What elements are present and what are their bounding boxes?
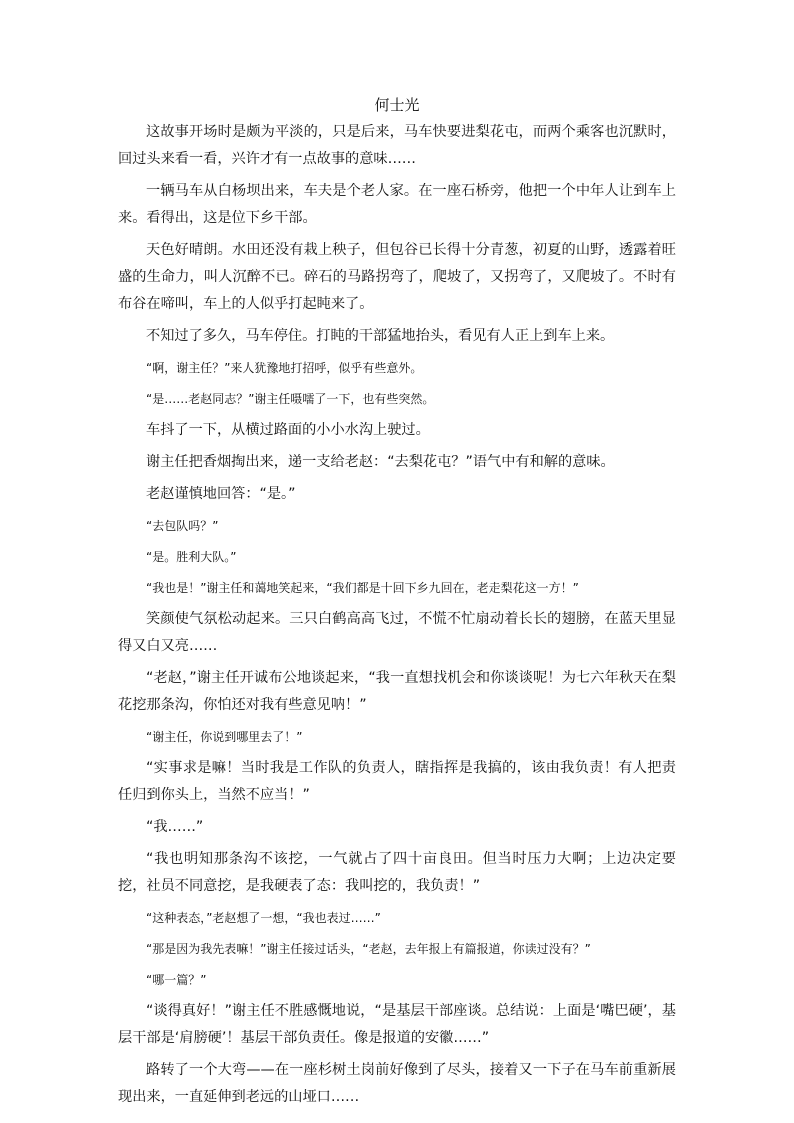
paragraph: 不知过了多久，马车停住。打盹的干部猛地抬头，看见有人正上到车上来。 xyxy=(146,328,615,344)
article-body xyxy=(118,94,676,1116)
article-title: 何士光 xyxy=(374,96,420,114)
paragraph: 一辆马车从白杨坝出来，车夫是个老人家。在一座石桥旁，他把一个中年人让到车上来。看得出，这是位下乡干部。 xyxy=(118,183,676,226)
paragraph: 这故事开场时是颇为平淡的，只是后来，马车快要进梨花屯，而两个乘客也沉默时，回过头来看一看，兴许才有一点故事的意味…… xyxy=(118,124,676,167)
paragraph: 笑颜使气氛松动起来。三只白鹤高高飞过，不慌不忙扇动着长长的翅膀，在蓝天里显得又白又亮…… xyxy=(118,611,676,654)
paragraph: “是……老赵同志？”谢主任嗫嚅了一下，也有些突然。 xyxy=(146,392,435,406)
paragraph: 老赵谨慎地回答：“是。” xyxy=(146,486,296,502)
paragraph: “这种表态，”老赵想了一想，“我也表过……” xyxy=(146,911,381,925)
paragraph: “谈得真好！”谢主任不胜感慨地说，“是基层干部座谈。总结说：上面是‘嘴巴硬’，基层干部是‘肩膀硬’！基层干部负责任。像是报道的安徽……” xyxy=(118,1003,676,1046)
paragraph: “我也是！”谢主任和蔼地笑起来，“我们都是十回下乡九回在，老走梨花这一方！” xyxy=(146,581,579,595)
paragraph: “老赵，”谢主任开诚布公地谈起来，“我一直想找机会和你谈谈呢！为七六年秋天在梨花挖那条沟，你怕还对我有些意见呐！” xyxy=(118,670,676,713)
paragraph: 谢主任把香烟掏出来，递一支给老赵：“去梨花屯？”语气中有和解的意味。 xyxy=(146,454,615,470)
paragraph-list xyxy=(118,119,676,1111)
paragraph: 车抖了一下，从横过路面的小小水沟上驶过。 xyxy=(146,422,430,438)
paragraph: “啊，谢主任？”来人犹豫地打招呼，似乎有些意外。 xyxy=(146,361,423,375)
paragraph: 路转了一个大弯——在一座杉树土岗前好像到了尽头，接着又一下子在马车前重新展现出来，一直延伸到老远的山垭口…… xyxy=(118,1062,676,1105)
paragraph: “那是因为我先表嘛！”谢主任接过话头，“老赵，去年报上有篇报道，你读过没有？” xyxy=(146,942,591,956)
paragraph: “是。胜利大队。” xyxy=(146,550,237,564)
paragraph: “我也明知那条沟不该挖，一气就占了四十亩良田。但当时压力大啊；上边决定要挖，社员不同意挖，是我硬表了态：我叫挖的，我负责！” xyxy=(118,851,676,894)
paragraph: “我……” xyxy=(146,819,204,835)
paragraph: “哪一篇？” xyxy=(146,973,207,987)
paragraph: 天色好晴朗。水田还没有栽上秧子，但包谷已长得十分青葱，初夏的山野，透露着旺盛的生命力，叫人沉醉不已。碎石的马路拐弯了，爬坡了，又拐弯了，又爬坡了。不时有布谷在啼叫，车上的人似乎打起盹来了。 xyxy=(118,242,676,312)
paragraph: “谢主任，你说到哪里去了！” xyxy=(146,730,303,744)
paragraph: “去包队吗？” xyxy=(146,519,219,533)
paragraph: “实事求是嘛！当时我是工作队的负责人，瞎指挥是我搞的，该由我负责！有人把责任归到你头上，当然不应当！” xyxy=(118,760,676,803)
